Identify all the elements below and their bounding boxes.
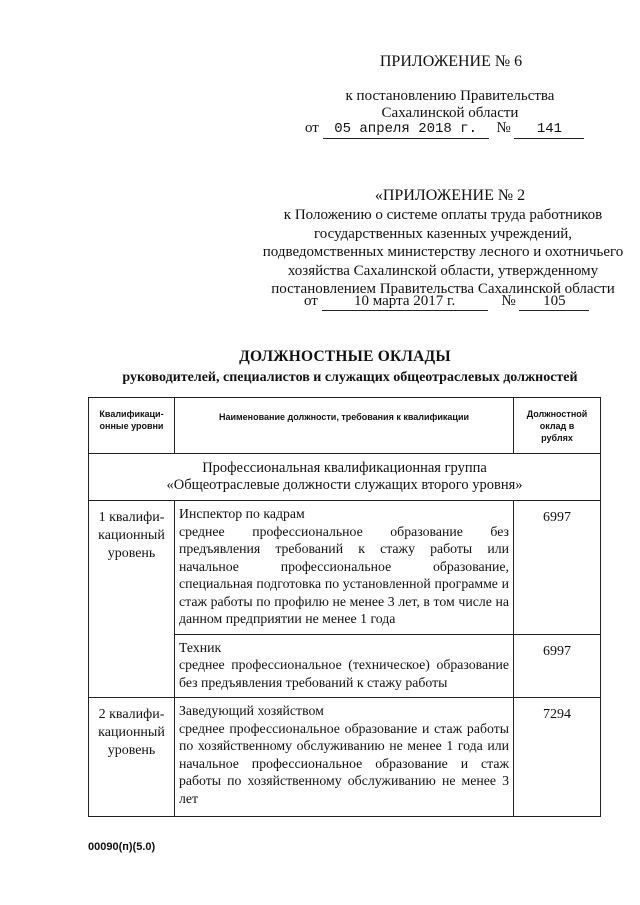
from-label: от [304, 293, 318, 309]
header-salary: Должностной оклад в рублях [514, 398, 601, 454]
salary-table [88, 397, 601, 817]
level-cell: 2 квалифи-кационный уровень [89, 698, 175, 817]
appendix6-line2: Сахалинской области [381, 105, 519, 121]
table-row [89, 501, 601, 635]
from-label: от [305, 120, 319, 136]
group-row [89, 454, 601, 501]
position-cell [175, 634, 514, 698]
appendix2-title: «ПРИЛОЖЕНИЕ № 2 [374, 187, 526, 204]
appendix2-lines [262, 206, 624, 299]
page-title: ДОЛЖНОСТНЫЕ ОКЛАДЫ [239, 348, 451, 365]
appendix6-date-line [305, 119, 605, 139]
appendix6-date: 05 апреля 2018 г. [323, 120, 489, 139]
appendix2-line: подведомственных министерству лесного и охотничьего [262, 244, 624, 260]
appendix6-title: ПРИЛОЖЕНИЕ № 6 [379, 53, 523, 70]
salary-cell: 6997 [514, 501, 601, 635]
appendix2-line: хозяйства Сахалинской области, утвержденному [287, 262, 599, 279]
position-requirements: среднее профессиональное образование без предъявления требований к стажу работы или начальное профессиональное образование, специальная подготовка по установленной программе и стаж работы по профилю не менее 3 лет, в том числе на данном предприятии не менее 1 года [179, 523, 509, 626]
header-level: Квалификаци-онные уровни [89, 398, 175, 454]
page-subtitle: руководителей, специалистов и служащих общеотраслевых должностей [122, 370, 578, 385]
position-title: Инспектор по кадрам [179, 506, 305, 521]
appendix2-date-line [304, 292, 624, 311]
document-code: 00090(п)(5.0) [88, 841, 156, 853]
number-label: № [496, 120, 511, 136]
appendix2-date: 10 марта 2017 г. [322, 292, 488, 311]
salary-cell: 7294 [514, 698, 601, 817]
position-title: Техник [179, 639, 222, 655]
position-title: Заведующий хозяйством [179, 703, 324, 718]
position-requirements: среднее профессиональное (техническое) образование без предъявления требований к стажу работы [179, 657, 509, 690]
position-requirements: среднее профессиональное образование и стаж работы по хозяйственному обслуживанию не менее 1 года или начальное профессиональное образование и стаж работы по хозяйственному обслуживанию не менее 3 лет [179, 720, 509, 806]
table-header-row [89, 398, 601, 454]
header-position: Наименование должности, требования к квалификации [175, 398, 514, 454]
position-cell [175, 501, 514, 635]
appendix6-line1: к постановлению Правительства [345, 88, 555, 104]
appendix2-line: государственных казенных учреждений, [313, 225, 573, 242]
position-cell [175, 698, 514, 817]
salary-cell: 6997 [514, 634, 601, 698]
appendix2-line: к Положению о системе оплаты труда работников [283, 207, 603, 223]
appendix6-number: 141 [514, 120, 584, 139]
group-title: Профессиональная квалификационная группа «Общеотраслевые должности служащих второго уровня» [89, 454, 601, 501]
appendix2-number: 105 [519, 292, 589, 311]
level-cell: 1 квалифи-кационный уровень [89, 501, 175, 698]
appendix2-line: постановлением Правительства Сахалинской области [271, 281, 615, 297]
table-row [89, 698, 601, 817]
number-label: № [501, 293, 516, 309]
